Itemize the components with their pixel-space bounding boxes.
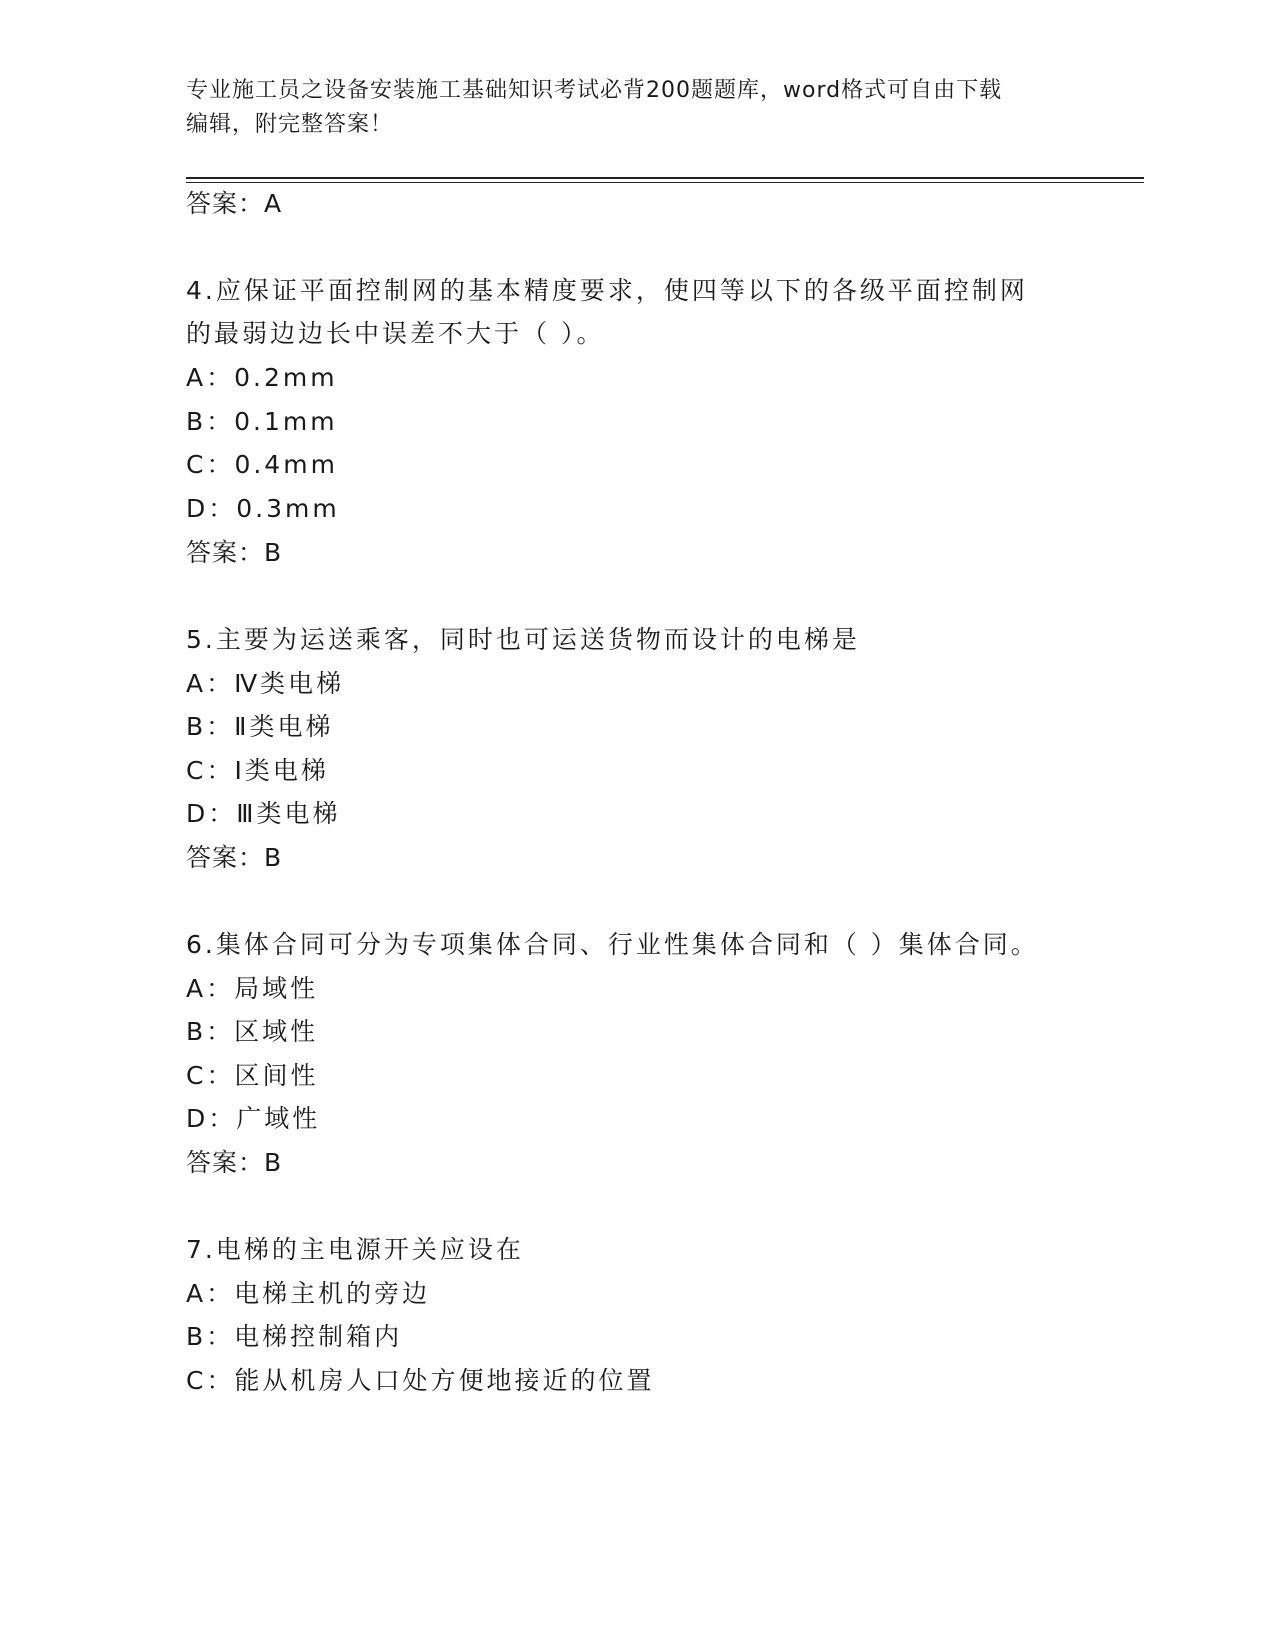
header-divider-thin — [186, 182, 1144, 183]
answer-line: 答案：B — [186, 1148, 283, 1177]
question-stem: 7.电梯的主电源开关应设在 — [186, 1235, 524, 1264]
question-stem: 6.集体合同可分为专项集体合同、行业性集体合同和（ ）集体合同。 — [186, 930, 1039, 959]
option-a: A：0.2mm — [186, 363, 338, 392]
answer-line: 答案：B — [186, 538, 283, 567]
option-c: C：0.4mm — [186, 450, 338, 479]
header-line-2: 编辑，附完整答案！ — [186, 112, 394, 137]
option-d: D：Ⅲ类电梯 — [186, 799, 341, 828]
question-stem-continued: 的最弱边边长中误差不大于（ ）。 — [186, 319, 605, 348]
document-header — [186, 74, 1086, 142]
header-line-1: 专业施工员之设备安装施工基础知识考试必背200题题库，word格式可自由下载 — [186, 78, 1003, 103]
header-divider-thick — [186, 177, 1144, 179]
option-b: B：电梯控制箱内 — [186, 1322, 403, 1351]
option-a: A：局域性 — [186, 974, 319, 1003]
option-b: B：0.1mm — [186, 407, 338, 436]
answer-line: 答案：B — [186, 843, 283, 872]
option-c: C：Ⅰ类电梯 — [186, 756, 329, 785]
question-stem: 5.主要为运送乘客，同时也可运送货物而设计的电梯是 — [186, 625, 860, 654]
question-stem: 4.应保证平面控制网的基本精度要求，使四等以下的各级平面控制网 — [186, 276, 1028, 305]
option-b: B：区域性 — [186, 1017, 319, 1046]
option-a: A：Ⅳ类电梯 — [186, 669, 345, 698]
option-c: C：区间性 — [186, 1061, 319, 1090]
answer-line: 答案：A — [186, 189, 283, 218]
option-c: C：能从机房人口处方便地接近的位置 — [186, 1366, 655, 1395]
option-d: D：广域性 — [186, 1104, 321, 1133]
option-d: D：0.3mm — [186, 494, 340, 523]
option-b: B：Ⅱ类电梯 — [186, 712, 334, 741]
option-a: A：电梯主机的旁边 — [186, 1279, 431, 1308]
